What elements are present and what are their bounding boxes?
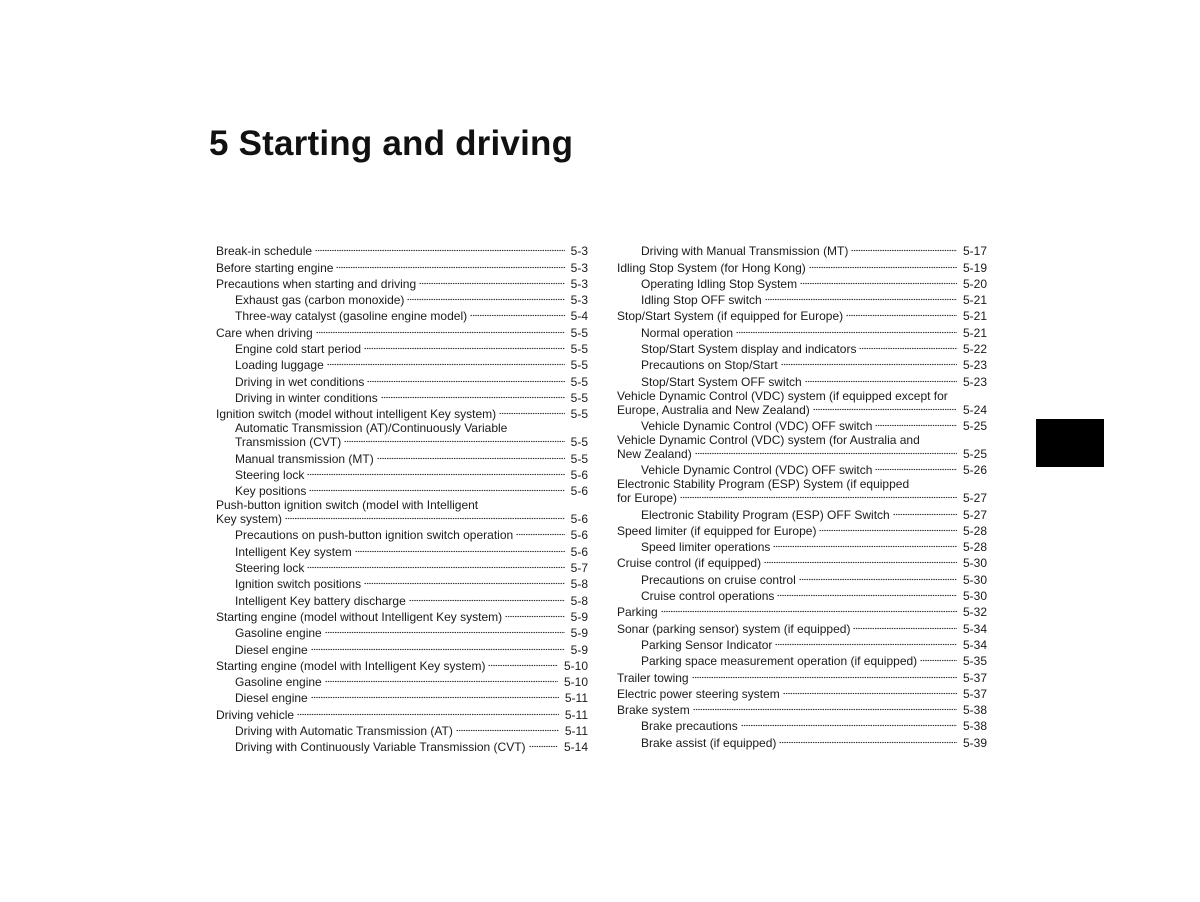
toc-entry-page: 5-8 — [570, 593, 588, 608]
toc-entry[interactable] — [216, 526, 588, 542]
toc-entry[interactable] — [216, 389, 588, 405]
toc-entry-label-continued: Key system) — [216, 512, 283, 527]
dot-leader — [488, 660, 558, 671]
toc-entry-page: 5-25 — [962, 418, 987, 433]
toc-entry-page: 5-19 — [962, 260, 987, 275]
toc-entry[interactable] — [216, 624, 588, 640]
toc-entry-label: Steering lock — [235, 467, 305, 482]
toc-entry-label: Normal operation — [641, 325, 734, 340]
toc-entry-page: 5-32 — [962, 605, 987, 620]
dot-leader — [307, 469, 564, 480]
toc-entry-page: 5-5 — [570, 451, 588, 466]
dot-leader — [309, 485, 564, 496]
toc-entry[interactable] — [216, 705, 588, 721]
toc-entry-page: 5-25 — [962, 446, 987, 461]
toc-entry-label: Driving with Manual Transmission (MT) — [641, 244, 849, 259]
toc-entry-label: Steering lock — [235, 561, 305, 576]
toc-entry-label: Intelligent Key battery discharge — [235, 593, 406, 608]
dot-leader — [505, 611, 565, 622]
toc-entry-page: 5-11 — [564, 707, 588, 722]
toc-entry-label: Precautions when starting and driving — [216, 276, 417, 291]
dot-leader — [680, 492, 957, 503]
dot-leader — [529, 741, 558, 752]
dot-leader — [692, 672, 957, 683]
toc-entry[interactable] — [617, 275, 987, 291]
toc-entry-label: Vehicle Dynamic Control (VDC) system (for Australia and — [617, 432, 920, 447]
toc-entry[interactable] — [216, 323, 588, 339]
toc-entry-label: Driving in winter conditions — [235, 390, 378, 405]
dot-leader — [819, 525, 957, 536]
toc-entry-page: 5-30 — [962, 556, 987, 571]
toc-entry[interactable] — [617, 717, 987, 733]
dot-leader — [419, 278, 565, 289]
toc-entry-page: 5-5 — [570, 325, 588, 340]
toc-entry-page: 5-30 — [962, 572, 987, 587]
toc-entry-label: Precautions on cruise control — [641, 572, 796, 587]
toc-entry-label: Cruise control operations — [641, 589, 775, 604]
toc-entry-page: 5-5 — [570, 358, 588, 373]
toc-entry[interactable] — [216, 640, 588, 656]
toc-entry-page: 5-27 — [962, 507, 987, 522]
toc-entry-page: 5-23 — [962, 358, 987, 373]
dot-leader — [781, 359, 957, 370]
dot-leader — [344, 436, 564, 447]
toc-entry-label: Electric power steering system — [617, 686, 780, 701]
toc-entry-page: 5-21 — [962, 325, 987, 340]
dot-leader — [311, 644, 565, 655]
toc-entry-label: Break-in schedule — [216, 244, 313, 259]
toc-entry-label: Trailer towing — [617, 670, 689, 685]
toc-entry[interactable] — [216, 498, 588, 526]
dot-leader — [893, 509, 957, 520]
toc-entry-label: Operating Idling Stop System — [641, 276, 798, 291]
toc-entry[interactable] — [216, 482, 588, 498]
toc-entry-page: 5-28 — [962, 540, 987, 555]
toc-entry[interactable] — [617, 417, 987, 433]
toc-entry-page: 5-37 — [962, 670, 987, 685]
toc-entry-label: Driving vehicle — [216, 707, 295, 722]
toc-entry-label: Before starting engine — [216, 260, 334, 275]
dot-leader — [859, 343, 957, 354]
dot-leader — [846, 310, 957, 321]
dot-leader — [456, 725, 559, 736]
dot-leader — [736, 327, 957, 338]
toc-entry-page: 5-38 — [962, 719, 987, 734]
toc-entry-label: Parking — [617, 605, 658, 620]
toc-entry-label: Vehicle Dynamic Control (VDC) OFF switch — [641, 463, 873, 478]
toc-entry[interactable] — [617, 538, 987, 554]
toc-entry-page: 5-23 — [962, 374, 987, 389]
toc-entry-page: 5-21 — [962, 293, 987, 308]
toc-entry-label: Vehicle Dynamic Control (VDC) OFF switch — [641, 418, 873, 433]
toc-entry-label-continued: Transmission (CVT) — [235, 435, 342, 450]
toc-entry-page: 5-22 — [962, 342, 987, 357]
dot-leader — [327, 359, 565, 370]
toc-entry-label: Loading luggage — [235, 358, 324, 373]
toc-entry-page: 5-6 — [570, 467, 588, 482]
dot-leader — [799, 574, 957, 585]
toc-entry-label: Parking space measurement operation (if equipped) — [641, 654, 918, 669]
toc-entry-label: Key positions — [235, 484, 307, 499]
toc-entry[interactable] — [617, 242, 987, 258]
toc-entry[interactable] — [617, 356, 987, 372]
toc-entry-page: 5-9 — [570, 626, 588, 641]
toc-entry-page: 5-4 — [570, 309, 588, 324]
dot-leader — [336, 262, 564, 273]
dot-leader — [875, 420, 957, 431]
toc-entry-page: 5-11 — [564, 691, 588, 706]
toc-entry[interactable] — [617, 733, 987, 749]
toc-entry-page: 5-11 — [564, 724, 588, 739]
toc-entry-page: 5-3 — [570, 244, 588, 259]
toc-entry-page: 5-9 — [570, 642, 588, 657]
dot-leader — [315, 245, 565, 256]
chapter-title: 5 Starting and driving — [209, 124, 574, 163]
toc-entry-label: Parking Sensor Indicator — [641, 637, 773, 652]
toc-entry-page: 5-6 — [570, 484, 588, 499]
toc-entry-label: Ignition switch positions — [235, 577, 362, 592]
toc-entry[interactable] — [216, 738, 588, 754]
toc-entry-label: Three-way catalyst (gasoline engine model) — [235, 309, 468, 324]
toc-left-column — [216, 242, 588, 754]
toc-entry-page: 5-6 — [570, 544, 588, 559]
toc-entry-label: Driving with Automatic Transmission (AT) — [235, 724, 453, 739]
toc-entry[interactable] — [617, 554, 987, 570]
toc-entry-page: 5-6 — [570, 512, 588, 527]
toc-entry-label: Cruise control (if equipped) — [617, 556, 762, 571]
toc-entry-page: 5-17 — [962, 244, 987, 259]
toc-entry[interactable] — [617, 570, 987, 586]
toc-entry-label: Idling Stop OFF switch — [641, 293, 762, 308]
dot-leader — [285, 513, 565, 524]
toc-entry[interactable] — [617, 505, 987, 521]
toc-entry[interactable] — [617, 258, 987, 274]
toc-entry-label-continued: New Zealand) — [617, 446, 692, 461]
toc-entry[interactable] — [216, 608, 588, 624]
toc-entry[interactable] — [617, 389, 987, 417]
dot-leader — [775, 639, 957, 650]
dot-leader — [325, 627, 565, 638]
toc-entry[interactable] — [216, 449, 588, 465]
toc-entry-label: Care when driving — [216, 325, 313, 340]
toc-entry-page: 5-6 — [570, 528, 588, 543]
toc-entry-label: Sonar (parking sensor) system (if equipped) — [617, 621, 851, 636]
toc-entry-label: Electronic Stability Program (ESP) OFF Switch — [641, 507, 890, 522]
toc-entry-page: 5-39 — [962, 735, 987, 750]
dot-leader — [764, 557, 957, 568]
toc-entry[interactable] — [216, 657, 588, 673]
toc-entry-page: 5-3 — [570, 276, 588, 291]
toc-entry-label: Diesel engine — [235, 691, 308, 706]
toc-entry-page: 5-3 — [570, 293, 588, 308]
toc-entry-label: Engine cold start period — [235, 342, 362, 357]
toc-entry-label-continued: Europe, Australia and New Zealand) — [617, 402, 810, 417]
toc-entry[interactable] — [216, 340, 588, 356]
toc-entry[interactable] — [216, 242, 588, 258]
toc-entry-page: 5-5 — [570, 342, 588, 357]
toc-entry-page: 5-5 — [570, 435, 588, 450]
toc-entry-label: Stop/Start System OFF switch — [641, 374, 802, 389]
dot-leader — [364, 578, 565, 589]
toc-entry-page: 5-20 — [962, 276, 987, 291]
dot-leader — [851, 245, 957, 256]
toc-entry-page: 5-24 — [962, 402, 987, 417]
dot-leader — [875, 464, 957, 475]
toc-entry[interactable] — [617, 307, 987, 323]
dot-leader — [407, 294, 564, 305]
toc-entry-label: Brake system — [617, 703, 690, 718]
dot-leader — [297, 709, 559, 720]
toc-entry[interactable] — [617, 522, 987, 538]
toc-entry[interactable] — [617, 685, 987, 701]
toc-entry-label: Starting engine (model with Intelligent Key system) — [216, 658, 486, 673]
toc-entry-page: 5-26 — [962, 463, 987, 478]
chapter-tab-marker — [1036, 419, 1104, 467]
dot-leader — [409, 595, 565, 606]
toc-entry[interactable] — [216, 372, 588, 388]
toc-entry-label: Stop/Start System (if equipped for Europe) — [617, 309, 844, 324]
toc-entry[interactable] — [216, 275, 588, 291]
toc-entry-page: 5-5 — [570, 390, 588, 405]
toc-entry-label: Electronic Stability Program (ESP) System (if equipped — [617, 477, 910, 492]
dot-leader — [516, 529, 564, 540]
toc-entry[interactable] — [617, 636, 987, 652]
toc-entry-page: 5-5 — [570, 407, 588, 422]
toc-entry[interactable] — [617, 291, 987, 307]
dot-leader — [367, 376, 564, 387]
dot-leader — [377, 453, 565, 464]
dot-leader — [695, 448, 957, 459]
toc-entry-label: Diesel engine — [235, 642, 308, 657]
toc-entry[interactable] — [617, 477, 987, 505]
dot-leader — [307, 562, 564, 573]
toc-entry[interactable] — [216, 405, 588, 421]
toc-entry-page: 5-28 — [962, 523, 987, 538]
toc-entry-label: Manual transmission (MT) — [235, 451, 374, 466]
toc-entry-label: Precautions on push-button ignition switch operation — [235, 528, 514, 543]
toc-entry-label: Driving in wet conditions — [235, 374, 365, 389]
toc-entry-label: Intelligent Key system — [235, 544, 352, 559]
toc-entry-page: 5-7 — [570, 561, 588, 576]
toc-entry[interactable] — [617, 461, 987, 477]
dot-leader — [311, 692, 559, 703]
toc-entry[interactable] — [216, 591, 588, 607]
toc-entry-page: 5-34 — [962, 637, 987, 652]
dot-leader — [853, 623, 957, 634]
toc-entry-page: 5-10 — [563, 675, 588, 690]
toc-entry[interactable] — [617, 433, 987, 461]
dot-leader — [765, 294, 957, 305]
toc-entry-page: 5-38 — [962, 703, 987, 718]
toc-entry-label: Starting engine (model without Intelligent Key system) — [216, 609, 503, 624]
toc-entry-page: 5-34 — [962, 621, 987, 636]
dot-leader — [800, 278, 957, 289]
toc-entry[interactable] — [617, 323, 987, 339]
dot-leader — [920, 655, 957, 666]
dot-leader — [741, 720, 957, 731]
toc-entry[interactable] — [216, 307, 588, 323]
dot-leader — [364, 343, 565, 354]
dot-leader — [470, 310, 565, 321]
toc-entry-page: 5-10 — [563, 658, 588, 673]
toc-entry-label: Brake assist (if equipped) — [641, 735, 777, 750]
toc-entry-label: Stop/Start System display and indicators — [641, 342, 857, 357]
toc-entry[interactable] — [216, 689, 588, 705]
toc-entry[interactable] — [617, 701, 987, 717]
toc-entry-label: Push-button ignition switch (model with Intelligent — [216, 498, 479, 513]
dot-leader — [779, 737, 957, 748]
dot-leader — [325, 676, 558, 687]
toc-entry[interactable] — [216, 258, 588, 274]
toc-entry[interactable] — [617, 668, 987, 684]
toc-entry[interactable] — [216, 466, 588, 482]
dot-leader — [499, 408, 565, 419]
toc-entry-label: Vehicle Dynamic Control (VDC) system (if equipped except for — [617, 388, 948, 403]
toc-entry-page: 5-9 — [570, 609, 588, 624]
toc-entry-label: Speed limiter operations — [641, 540, 771, 555]
toc-entry-label: Idling Stop System (for Hong Kong) — [617, 260, 806, 275]
toc-entry[interactable] — [216, 291, 588, 307]
toc-entry-label: Gasoline engine — [235, 675, 322, 690]
toc-entry-label: Gasoline engine — [235, 626, 322, 641]
toc-entry[interactable] — [617, 372, 987, 388]
toc-entry-page: 5-27 — [962, 491, 987, 506]
toc-entry-label-continued: for Europe) — [617, 491, 678, 506]
toc-entry[interactable] — [617, 587, 987, 603]
toc-entry[interactable] — [617, 652, 987, 668]
toc-entry-page: 5-37 — [962, 686, 987, 701]
dot-leader — [773, 541, 957, 552]
toc-entry[interactable] — [617, 340, 987, 356]
toc-entry-page: 5-14 — [563, 740, 588, 755]
dot-leader — [316, 327, 565, 338]
toc-entry[interactable] — [216, 559, 588, 575]
toc-entry[interactable] — [216, 673, 588, 689]
dot-leader — [777, 590, 957, 601]
toc-entry[interactable] — [216, 575, 588, 591]
toc-entry-label: Automatic Transmission (AT)/Continuously Variable — [235, 421, 508, 436]
toc-entry-page: 5-30 — [962, 589, 987, 604]
toc-entry-label: Ignition switch (model without intelligent Key system) — [216, 407, 497, 422]
dot-leader — [661, 606, 957, 617]
toc-entry[interactable] — [216, 722, 588, 738]
toc-entry[interactable] — [216, 542, 588, 558]
toc-right-column — [617, 242, 987, 750]
toc-entry-page: 5-35 — [962, 654, 987, 669]
toc-entry-page: 5-3 — [570, 260, 588, 275]
toc-entry-label: Brake precautions — [641, 719, 738, 734]
dot-leader — [809, 262, 957, 273]
toc-entry[interactable] — [617, 619, 987, 635]
toc-entry-label: Precautions on Stop/Start — [641, 358, 778, 373]
toc-entry-page: 5-21 — [962, 309, 987, 324]
dot-leader — [805, 376, 957, 387]
toc-entry-page: 5-5 — [570, 374, 588, 389]
toc-entry-label: Exhaust gas (carbon monoxide) — [235, 293, 405, 308]
dot-leader — [783, 688, 957, 699]
toc-entry-page: 5-8 — [570, 577, 588, 592]
dot-leader — [813, 404, 957, 415]
toc-entry[interactable] — [617, 603, 987, 619]
dot-leader — [355, 546, 565, 557]
toc-entry[interactable] — [216, 356, 588, 372]
toc-entry[interactable] — [216, 421, 588, 449]
toc-entry-label: Speed limiter (if equipped for Europe) — [617, 523, 817, 538]
dot-leader — [381, 392, 565, 403]
dot-leader — [693, 704, 957, 715]
toc-entry-label: Driving with Continuously Variable Transmission (CVT) — [235, 740, 526, 755]
